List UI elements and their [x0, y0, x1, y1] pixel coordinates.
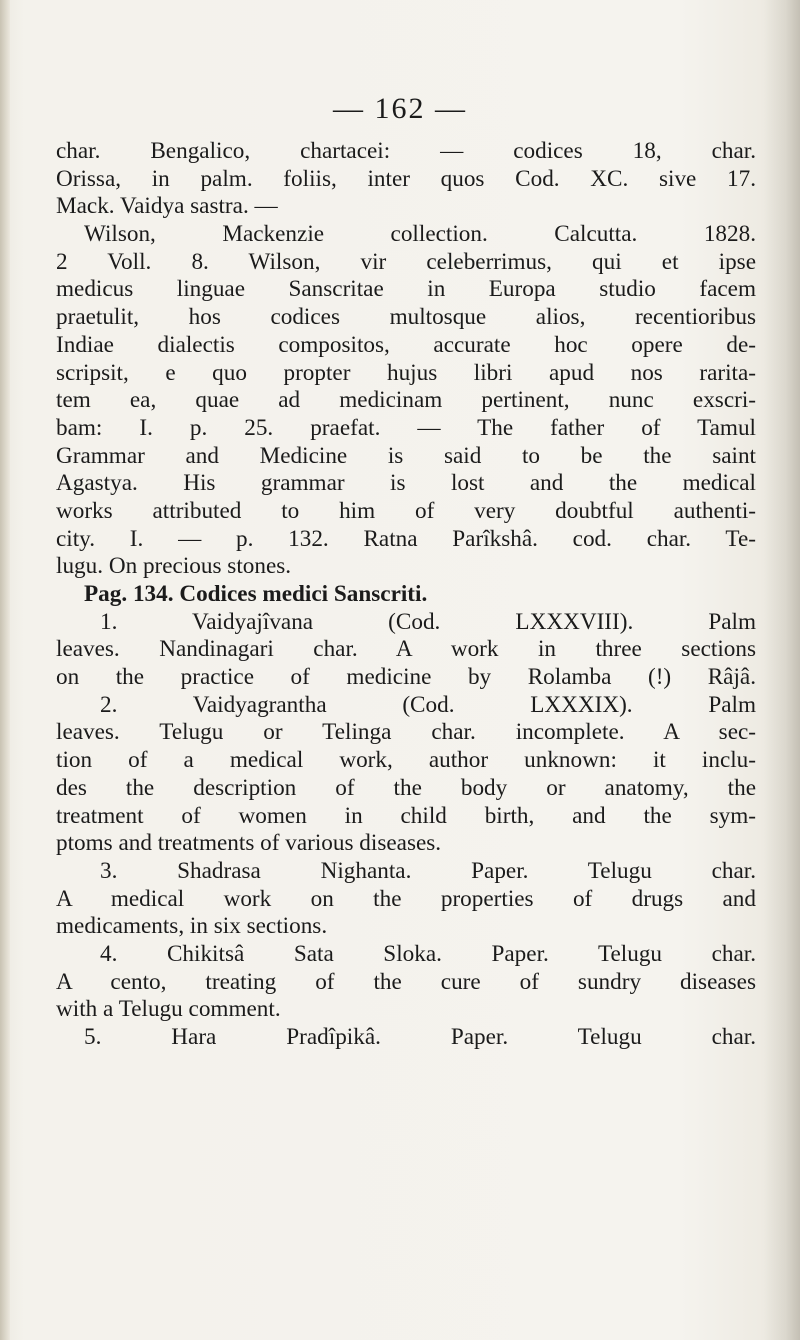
text-line: leaves. Telugu or Telinga char. incomplete. A sec-: [56, 719, 756, 746]
text-line: Agastya. His grammar is lost and the medical: [56, 470, 756, 497]
text-line: leaves. Nandinagari char. A work in three sections: [56, 636, 756, 663]
page-number: — 162 —: [333, 92, 467, 125]
text-line: A cento, treating of the cure of sundry diseases: [56, 968, 756, 995]
text-line: bam: I. p. 25. praefat. — The father of Tamul: [56, 414, 756, 441]
entry-line: 1. Vaidyajîvana (Cod. LXXXVIII). Palm: [100, 608, 756, 635]
text-line: des the description of the body or anatomy, the: [56, 774, 756, 801]
page-gutter-right: [764, 0, 800, 1340]
entry-line: 2. Vaidyagrantha (Cod. LXXXIX). Palm: [100, 691, 756, 718]
text-line: 2 Voll. 8. Wilson, vir celeberrimus, qui et ipse: [56, 248, 756, 275]
text-line: on the practice of medicine by Rolamba (!) Râjâ.: [56, 664, 756, 691]
section-heading: Pag. 134. Codices medici Sanscriti.: [84, 581, 428, 607]
text-line: tion of a medical work, author unknown: it inclu-: [56, 747, 756, 774]
text-line: tem ea, quae ad medicinam pertinent, nunc exscri-: [56, 387, 756, 414]
page-gutter-left: [0, 0, 10, 1340]
text-line: Orissa, in palm. foliis, inter quos Cod. XC. sive 17.: [56, 165, 756, 192]
text-line: praetulit, hos codices multosque alios, recentioribus: [56, 304, 756, 331]
text-line: scripsit, e quo propter hujus libri apud nos rarita-: [56, 359, 756, 386]
text-line: medicus linguae Sanscritae in Europa studio facem: [56, 276, 756, 303]
text-line: works attributed to him of very doubtful authenti-: [56, 497, 756, 524]
text-line: Indiae dialectis compositos, accurate hoc opere de-: [56, 331, 756, 358]
text-line: A medical work on the properties of drugs and: [56, 885, 756, 912]
text-line: char. Bengalico, chartacei: — codices 18, char.: [56, 138, 756, 164]
text-line: treatment of women in child birth, and the sym-: [56, 802, 756, 829]
text-line: ptoms and treatments of various diseases.: [56, 830, 442, 857]
entry-line: 4. Chikitsâ Sata Sloka. Paper. Telugu char.: [100, 940, 756, 967]
entry-line: 3. Shadrasa Nighanta. Paper. Telugu char.: [100, 857, 756, 884]
text-line: medicaments, in six sections.: [56, 913, 328, 940]
text-line: Wilson, Mackenzie collection. Calcutta. 1828.: [84, 221, 756, 248]
text-line: Mack. Vaidya sastra. —: [56, 193, 278, 220]
text-line: Grammar and Medicine is said to be the saint: [56, 442, 756, 469]
body-text: [56, 138, 756, 1052]
text-line: lugu. On precious stones.: [56, 553, 292, 580]
entry-line: 5. Hara Pradîpikâ. Paper. Telugu char.: [84, 1024, 756, 1050]
text-line: city. I. — p. 132. Ratna Parîkshâ. cod. char. Te-: [56, 525, 756, 552]
text-line: with a Telugu comment.: [56, 996, 281, 1023]
